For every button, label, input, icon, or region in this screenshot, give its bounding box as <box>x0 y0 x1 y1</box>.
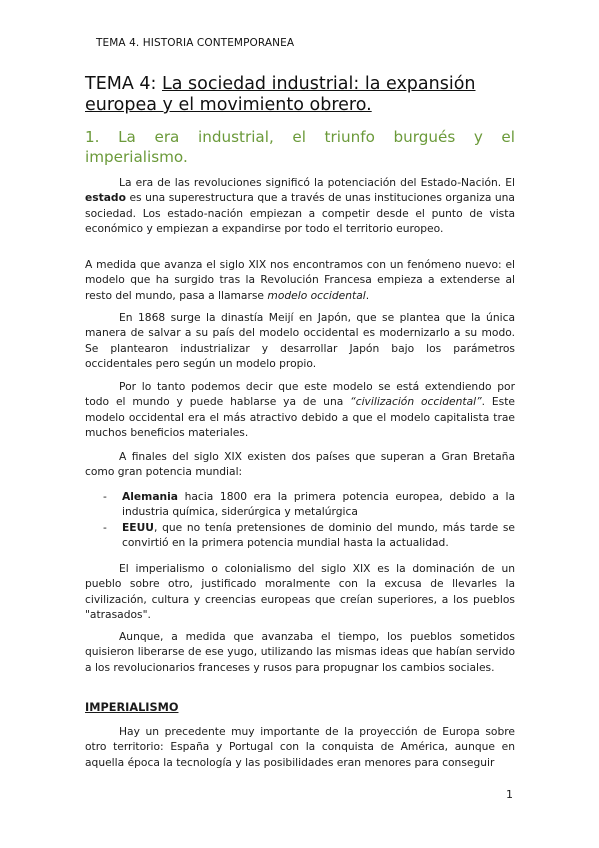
bullet-text: hacia 1800 era la primera potencia europea, debido a la industria química, siderúrgica y metalúrgica <box>122 490 515 519</box>
page-header: TEMA 4. HISTORIA CONTEMPORANEA <box>96 37 295 49</box>
paragraph-5: A finales del siglo XIX existen dos países que superan a Gran Bretaña como gran potencia mundial: <box>85 450 515 479</box>
chapter-title <box>85 74 525 116</box>
bullet-bold: Alemania <box>122 490 179 503</box>
paragraph-3: En 1868 surge la dinastía Meijí en Japón, que se plantea que la única manera de salvar a su país del modelo occidental es modernizarlo a su modo. Se plantearon industrializar y desarrollar Japón bajo los parámetros occidentales pero según un modelo propio. <box>85 311 515 371</box>
page-number: 1 <box>506 788 513 801</box>
paragraph-4-italic: “civilización occidental” <box>350 395 482 409</box>
paragraph-7: Aunque, a medida que avanzaba el tiempo, los pueblos sometidos quisieron liberarse de ese yugo, utilizando las mismas ideas que habían servido a los revolucionarios franceses y rusos para propugnar los cambios sociales. <box>85 630 515 674</box>
section-heading: 1. La era industrial, el triunfo burgués y el imperialismo. <box>85 128 515 166</box>
subheading: IMPERIALISMO <box>85 701 179 714</box>
bullet-bold: EEUU <box>122 520 154 534</box>
bullet-dash: - <box>103 520 107 534</box>
paragraph-2 <box>85 257 515 303</box>
bullet-text: , que no tenía pretensiones de dominio del mundo, más tarde se convirtió en la primera potencia mundial hasta la actualidad. <box>122 520 515 550</box>
paragraph-1-text-b: es una superestructura que a través de unas instituciones organiza una sociedad. Los estado-nación empiezan a competir desde el punto de vista económico y empiezan a expandirse por todo el territorio europeo. <box>85 191 515 236</box>
paragraph-8: Hay un precedente muy importante de la proyección de Europa sobre otro territorio: España y Portugal con la conquista de América, aunque en aquella época la tecnología y las posibilidades eran menores para conseguir <box>85 725 515 769</box>
paragraph-1 <box>85 175 515 237</box>
list-item <box>103 520 515 551</box>
paragraph-1-text-a: La era de las revoluciones significó la potenciación del Estado-Nación. El <box>119 176 515 189</box>
country-list <box>103 489 515 551</box>
paragraph-4 <box>85 379 515 441</box>
chapter-title-text: La sociedad industrial: la expansión europea y el movimiento obrero. <box>85 74 476 115</box>
paragraph-4-text-a: Por lo tanto podemos decir que este modelo se está extendiendo por todo el mundo y puede hablarse ya de una <box>85 380 515 409</box>
paragraph-2-text-a: A medida que avanza el siglo XIX nos encontramos con un fenómeno nuevo: el modelo que ha surgido tras la Revolución Francesa empieza a extenderse al resto del mundo, pasa a llamarse <box>85 258 515 302</box>
list-item <box>103 489 515 520</box>
paragraph-6: El imperialismo o colonialismo del siglo XIX es la dominación de un pueblo sobre otro, justificado moralmente con la excusa de llevarles la civilización, cultura y creencias europeas que creían superiores, a los pueblos "atrasados". <box>85 562 515 622</box>
paragraph-2-italic: modelo occidental <box>267 288 366 302</box>
bullet-dash: - <box>103 490 107 503</box>
paragraph-4-text-b: . Este modelo occidental era el más atractivo debido a que el modelo capitalista trae muchos beneficios materiales. <box>85 395 516 440</box>
paragraph-1-bold: estado <box>85 191 126 205</box>
chapter-title-prefix: TEMA 4: <box>85 74 162 94</box>
paragraph-2-text-b: . <box>365 288 370 302</box>
